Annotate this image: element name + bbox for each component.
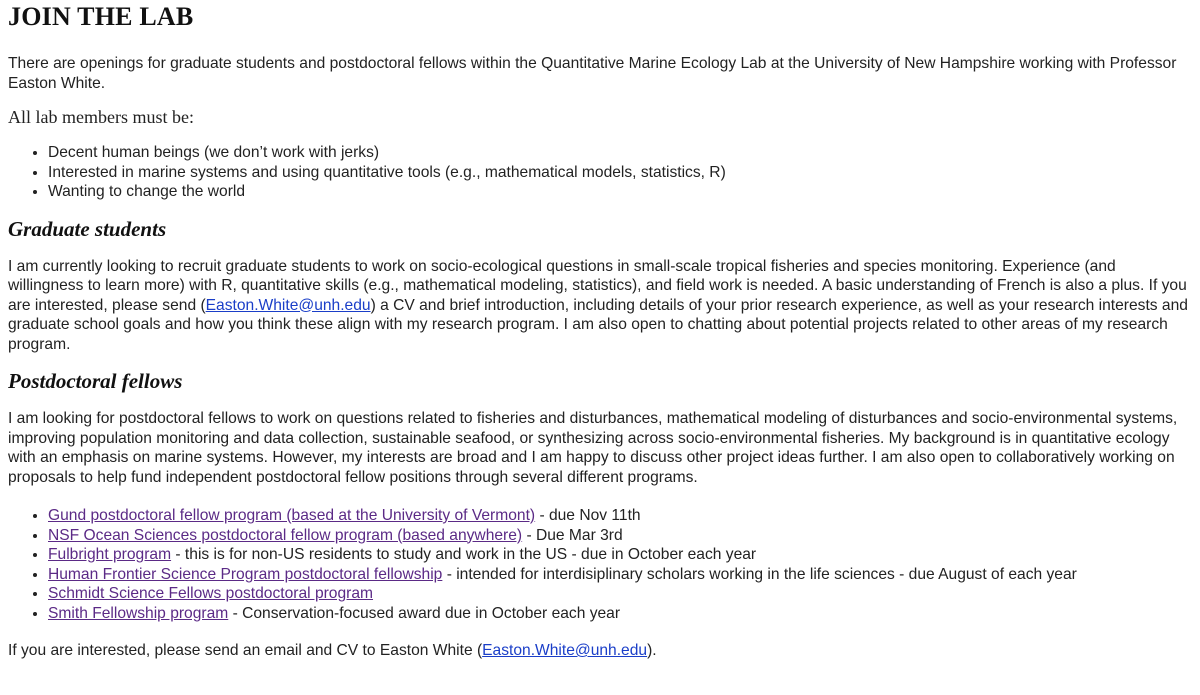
graduate-email-link[interactable]: Easton.White@unh.edu bbox=[205, 296, 371, 314]
program-note: - intended for interdisiplinary scholars working in the life sciences - due August of each year bbox=[442, 565, 1077, 583]
closing-text-start: If you are interested, please send an email and CV to Easton White ( bbox=[8, 642, 483, 659]
graduate-text-end: ) a CV and brief introduction, including details of your prior research experience, as well as your research interests and graduate school goals and how you think these align with my research program. I am also open to chatting about potential projects related to other areas of my research program. bbox=[8, 296, 1188, 353]
program-note: - due Nov 11th bbox=[535, 507, 641, 524]
fulbright-program-link[interactable]: Fulbright program bbox=[48, 546, 172, 563]
hfsp-program-link[interactable]: Human Frontier Science Program postdoctoral fellowship bbox=[48, 565, 443, 583]
page-title: JOIN THE LAB bbox=[8, 2, 194, 31]
graduate-paragraph bbox=[8, 257, 1192, 355]
gund-program-link[interactable]: Gund postdoctoral fellow program (based at the University of Vermont) bbox=[48, 507, 536, 524]
closing-text-end: ). bbox=[647, 642, 657, 659]
list-item bbox=[48, 584, 1192, 604]
closing-email-link[interactable]: Easton.White@unh.edu bbox=[482, 642, 648, 659]
postdoc-heading: Postdoctoral fellows bbox=[8, 369, 183, 393]
graduate-heading: Graduate students bbox=[8, 216, 167, 241]
closing-paragraph bbox=[8, 641, 1192, 661]
programs-list bbox=[8, 506, 1192, 623]
graduate-text-start: I am currently looking to recruit graduate students to work on socio-ecological questions in small-scale tropical fisheries and species monitoring. Experience (and willingness to learn more) with R, quantitative skills (e.g., mathematical modeling, statistics), and field work is needed. A basic understanding of French is also a plus. If you are interested, please send ( bbox=[8, 257, 1187, 314]
smith-program-link[interactable]: Smith Fellowship program bbox=[48, 604, 229, 622]
list-item: • Wanting to change the world bbox=[48, 182, 1192, 202]
postdoc-paragraph: I am looking for postdoctoral fellows to work on questions related to fisheries and disturbances, mathematical modeling of disturbances and socio-environmental systems, improving population monitoring and data collection, sustainable seafood, or synthesizing across socio-environmental fisheries. My background is in quantitative ecology with an emphasis on marine systems. However, my interests are broad and I am happy to discuss other project ideas further. I am also open to collaboratively working on proposals to help fund independent postdoctoral fellow positions through several different programs. bbox=[8, 410, 1178, 486]
requirements-heading: All lab members must be: bbox=[8, 107, 194, 127]
list-item bbox=[48, 565, 1192, 585]
program-note: - this is for non-US residents to study and work in the US - due in October each year bbox=[171, 546, 757, 563]
requirements-list bbox=[8, 143, 1192, 202]
intro-paragraph: There are openings for graduate students and postdoctoral fellows within the Quantitative Marine Ecology Lab at the University of New Hampshire working with Professor Easton White. bbox=[8, 55, 1177, 92]
list-item bbox=[48, 604, 1192, 624]
list-item: • Decent human beings (we don’t work with jerks) bbox=[48, 143, 1192, 163]
list-item bbox=[48, 506, 1192, 526]
schmidt-program-link[interactable]: Schmidt Science Fellows postdoctoral program bbox=[48, 585, 374, 602]
nsf-program-link[interactable]: NSF Ocean Sciences postdoctoral fellow program (based anywhere) bbox=[48, 526, 523, 544]
page bbox=[0, 2, 1200, 661]
program-note: - Due Mar 3rd bbox=[522, 526, 623, 544]
program-note: - Conservation-focused award due in October each year bbox=[228, 604, 621, 622]
list-item: • Interested in marine systems and using quantitative tools (e.g., mathematical models, statistics, R) bbox=[48, 163, 1192, 183]
list-item bbox=[48, 545, 1192, 565]
list-item bbox=[48, 526, 1192, 546]
